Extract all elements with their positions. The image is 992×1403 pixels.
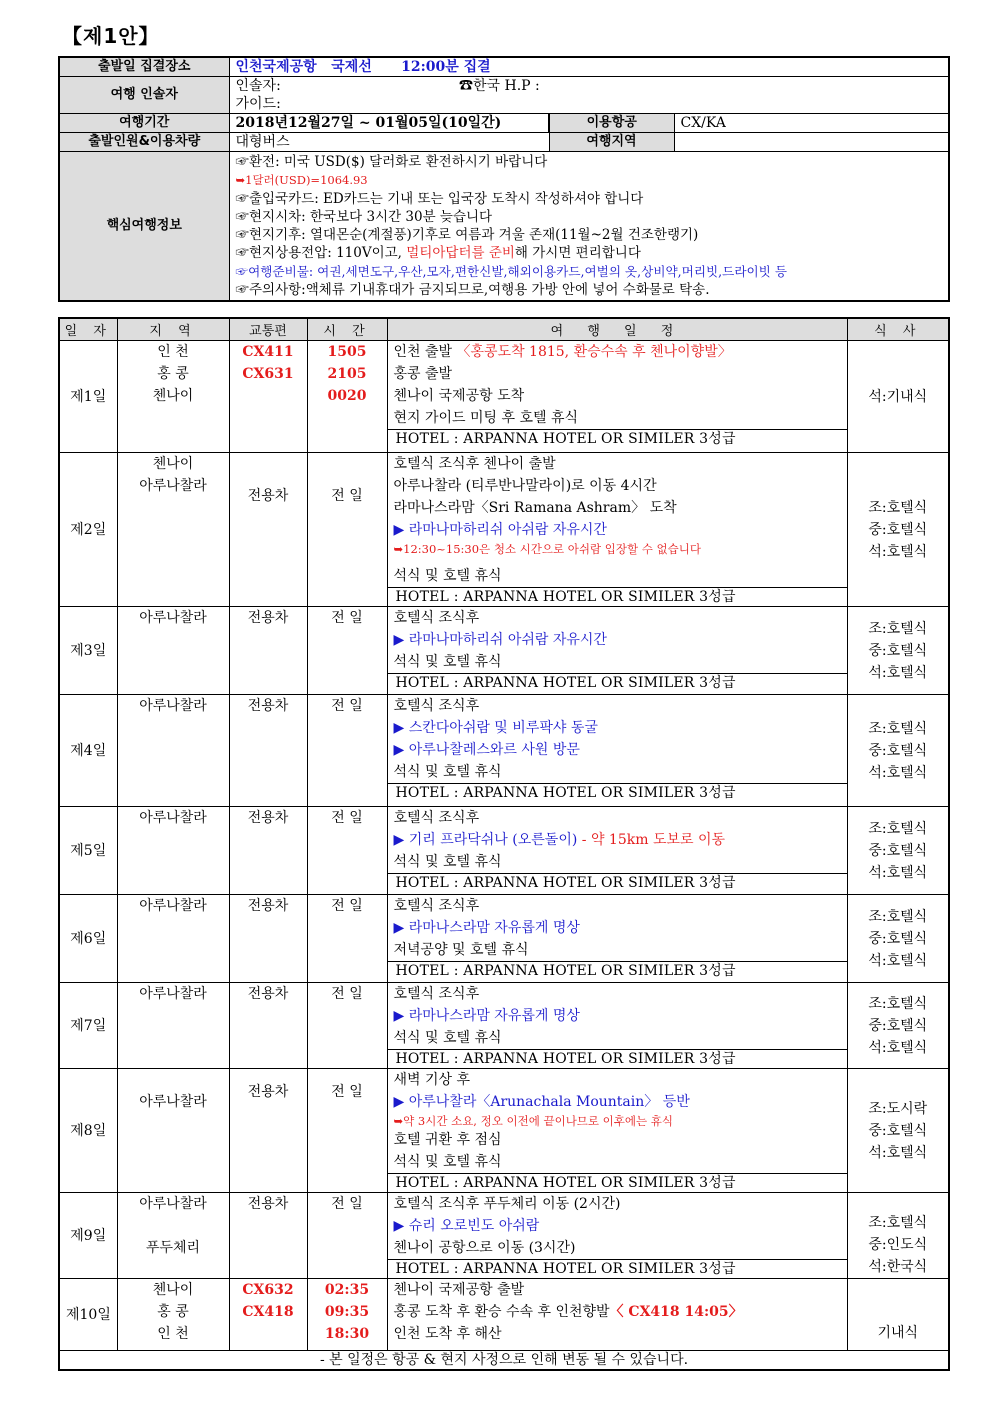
- day-row: [59, 695, 949, 807]
- itinerary-text: ▶ 라마나스라맘 자유롭게 명상: [393, 920, 580, 936]
- itinerary-text: 홍콩 출발: [393, 366, 453, 382]
- transport-cell: [229, 453, 307, 607]
- itinerary-items: [394, 341, 841, 429]
- transport-name: 전용차: [247, 488, 289, 504]
- time-value: 09:35: [324, 1304, 370, 1320]
- itinerary-text: ▶ 아루나찰레스와르 사원 방문: [393, 742, 580, 758]
- day-cell: 제10일: [59, 1279, 117, 1351]
- meals-cell: [847, 983, 949, 1069]
- meal-item: 조:호텔식: [868, 1215, 928, 1231]
- time-value: 1505: [327, 344, 367, 360]
- region-name: 첸나이: [152, 1282, 194, 1298]
- transport-name: CX418: [242, 1304, 294, 1320]
- transport-cell: [229, 1193, 307, 1279]
- itinerary-items: [394, 453, 841, 587]
- itinerary-cell: [387, 1279, 847, 1351]
- region-name: 아루나찰라: [139, 986, 207, 1002]
- itinerary-line: [394, 807, 841, 829]
- transport-name: 전용차: [247, 1196, 289, 1212]
- transport-name: 전용차: [247, 986, 289, 1002]
- itinerary-items: [394, 1069, 841, 1173]
- meal-item: 조:호텔식: [868, 720, 928, 737]
- itinerary-line: [394, 1151, 841, 1173]
- itinerary-items: [394, 607, 841, 673]
- region-name: 아루나찰라: [139, 1196, 207, 1212]
- itinerary-text: 저녁공양 및 호텔 휴식: [393, 942, 529, 958]
- itinerary-line: [394, 761, 841, 783]
- key-line-voltage: [236, 244, 943, 262]
- itinerary-text: 호텔 귀환 후 점심: [393, 1132, 502, 1148]
- meal-item: 조:호텔식: [868, 995, 928, 1012]
- itinerary-footer-note: - 본 일정은 항공 & 현지 사정으로 인해 변동 될 수 있습니다.: [59, 1351, 949, 1371]
- itinerary-text: 호텔식 조식후: [393, 610, 480, 626]
- day-cell: 제6일: [59, 895, 117, 983]
- region-name: 아루나찰라: [139, 478, 207, 494]
- itinerary-line: [394, 1129, 841, 1151]
- itinerary-line: [394, 1301, 841, 1323]
- time-cell: [307, 895, 387, 983]
- period-value: 2018년12월27일 ~ 01월05일(10일간): [229, 114, 549, 133]
- itinerary-line: [394, 541, 841, 557]
- depart-value: 인천국제공항 국제선 12:00분 집결: [229, 57, 949, 77]
- key-line-card: ☞출입국카드: ED카드는 기내 또는 입국장 도착시 작성하셔야 합니다: [235, 190, 644, 207]
- meals-cell: [847, 341, 949, 453]
- time-cell: [307, 341, 387, 453]
- itinerary-line: [394, 983, 841, 1005]
- itinerary-text: 호텔식 조식후: [393, 810, 480, 826]
- itinerary-line: [394, 1279, 841, 1301]
- itinerary-line: [394, 497, 841, 519]
- hotel-line: HOTEL : ARPANNA HOTEL OR SIMILER 3성급: [388, 1259, 847, 1278]
- itinerary-text: 호텔식 조식후: [393, 898, 480, 914]
- day-row: [59, 983, 949, 1069]
- itinerary-text: 새벽 기상 후: [393, 1072, 471, 1088]
- transport-cell: [229, 895, 307, 983]
- transport-cell: [229, 1279, 307, 1351]
- itinerary-text: 석식 및 호텔 휴식: [393, 854, 502, 870]
- day-row: [59, 607, 949, 695]
- adapter-text: 멀티아답터를 준비: [406, 245, 515, 262]
- meals-cell: [847, 607, 949, 695]
- region-label: 여행지역: [549, 133, 674, 152]
- leader-line2: 가이드:: [229, 95, 949, 114]
- meals-cell: [847, 807, 949, 895]
- meal-item: 석:호텔식: [868, 543, 928, 560]
- region-name: 인 천: [157, 1326, 189, 1342]
- day-row: [59, 1279, 949, 1351]
- meal-item: 석:호텔식: [868, 864, 928, 881]
- meal-item: 석:기내식: [868, 388, 928, 405]
- meal-item: 중:호텔식: [868, 642, 928, 659]
- itinerary-text: 인천 도착 후 해산: [393, 1326, 502, 1342]
- itinerary-text: 호텔식 조식후 첸나이 출발: [393, 456, 556, 472]
- day-cell: 제7일: [59, 983, 117, 1069]
- trip-info-table: [58, 56, 950, 302]
- itinerary-items: [394, 895, 841, 961]
- region-cell: [117, 983, 229, 1069]
- leader-line1: 인솔자:: [235, 78, 281, 94]
- region-cell: [117, 341, 229, 453]
- voltage-end-text: 해 가시면 편리합니다: [514, 245, 641, 262]
- region-cell: [117, 453, 229, 607]
- key-line-rate: ➥1달러(USD)=1064.93: [235, 173, 368, 188]
- region-name: 아루나찰라: [139, 810, 207, 826]
- itinerary-cell: [387, 1069, 847, 1193]
- itinerary-items: [394, 983, 841, 1049]
- meal-item: 기내식: [877, 1325, 919, 1341]
- day-cell: 제4일: [59, 695, 117, 807]
- itinerary-cell: [387, 695, 847, 807]
- meal-item: 중:인도식: [868, 1237, 928, 1253]
- itinerary-line: [394, 629, 841, 651]
- airline-value: CX/KA: [674, 114, 949, 133]
- header-time: 시 간: [307, 318, 387, 341]
- itinerary-line: [394, 565, 841, 587]
- transport-name: 전용차: [247, 810, 289, 826]
- itinerary-items: [394, 1279, 841, 1345]
- transport-cell: [229, 341, 307, 453]
- itinerary-text: - 약 15km 도보로 이동: [581, 832, 726, 848]
- itinerary-table: [58, 317, 950, 1371]
- people-value: 대형버스: [229, 133, 549, 152]
- meal-item: 중:호텔식: [868, 521, 928, 538]
- itinerary-text: 석식 및 호텔 휴식: [393, 1030, 502, 1046]
- header-itinerary: 여 행 일 정: [387, 318, 847, 341]
- time-value: 0020: [327, 388, 367, 404]
- region-cell: [117, 1069, 229, 1193]
- itinerary-line: [394, 739, 841, 761]
- day-row: [59, 807, 949, 895]
- hotel-line: HOTEL : ARPANNA HOTEL OR SIMILER 3성급: [388, 1173, 847, 1192]
- itinerary-line: [394, 1069, 841, 1091]
- time-cell: [307, 1193, 387, 1279]
- meal-item: 석:호텔식: [868, 664, 928, 681]
- meal-item: 석:호텔식: [868, 1039, 928, 1056]
- meals-cell: [847, 1279, 949, 1351]
- region-name: 아루나찰라: [139, 698, 207, 714]
- region-cell: [117, 1279, 229, 1351]
- region-name: 홍 콩: [157, 366, 189, 382]
- meal-item: 조:호텔식: [868, 620, 928, 637]
- itinerary-text: 첸나이 공항으로 이동 (3시간): [393, 1240, 576, 1256]
- time-value: 전 일: [331, 898, 363, 914]
- itinerary-text: 석식 및 호텔 휴식: [393, 764, 502, 780]
- itinerary-text: 현지 가이드 미팅 후 호텔 휴식: [393, 410, 579, 426]
- day-row: [59, 453, 949, 607]
- meal-item: 석:호텔식: [868, 764, 928, 781]
- transport-name: 전용차: [247, 698, 289, 714]
- time-cell: [307, 607, 387, 695]
- itinerary-text: ➥12:30~15:30은 청소 시간으로 아쉬람 입장할 수 없습니다: [393, 542, 701, 556]
- key-line-timezone: ☞현지시차: 한국보다 3시간 30분 늦습니다: [235, 208, 493, 225]
- time-value: 전 일: [331, 488, 363, 504]
- itinerary-items: [394, 807, 841, 873]
- region-cell: [117, 607, 229, 695]
- key-line-packing: ☞여행준비물: 여권,세면도구,우산,모자,편한신발,해외이용카드,여벌의 옷,상비약,머리빗,드라이빗 등: [235, 263, 787, 279]
- itinerary-cell: [387, 1193, 847, 1279]
- itinerary-line: [394, 829, 841, 851]
- time-value: 전 일: [331, 986, 363, 1002]
- meal-item: 중:호텔식: [868, 742, 928, 759]
- region-name: 아루나찰라: [139, 1094, 207, 1110]
- itinerary-text: 첸나이 국제공항 출발: [393, 1282, 525, 1298]
- plan-title: 【제1안】: [62, 24, 160, 48]
- meal-item: 조:호텔식: [868, 820, 928, 837]
- meal-item: 중:호텔식: [868, 842, 928, 859]
- header-transport: 교통편: [229, 318, 307, 341]
- itinerary-text: 석식 및 호텔 휴식: [393, 1154, 502, 1170]
- itinerary-text: ▶ 스칸다아쉬람 및 비루팍샤 동굴: [393, 720, 598, 736]
- hotel-line: HOTEL : ARPANNA HOTEL OR SIMILER 3성급: [388, 873, 847, 892]
- meal-item: 조:도시락: [868, 1100, 928, 1117]
- region-name: 아루나찰라: [139, 898, 207, 914]
- time-value: 02:35: [324, 1282, 370, 1298]
- transport-cell: [229, 807, 307, 895]
- itinerary-text: 첸나이 국제공항 도착: [393, 388, 525, 404]
- transport-cell: [229, 607, 307, 695]
- time-cell: [307, 453, 387, 607]
- itinerary-line: [394, 1005, 841, 1027]
- itinerary-text: 호텔식 조식후 푸두체리 이동 (2시간): [393, 1196, 621, 1212]
- day-row: [59, 1069, 949, 1193]
- day-cell: 제3일: [59, 607, 117, 695]
- meal-item: 석:호텔식: [868, 1144, 928, 1161]
- transport-name: CX411: [242, 344, 294, 360]
- itinerary-line: [394, 1113, 841, 1129]
- transport-name: CX631: [242, 366, 294, 382]
- itinerary-line: [394, 651, 841, 673]
- day-cell: 제1일: [59, 341, 117, 453]
- itinerary-line: [394, 917, 841, 939]
- itinerary-line: [394, 1215, 841, 1237]
- itinerary-line: [394, 939, 841, 961]
- itinerary-items: [394, 695, 841, 783]
- itinerary-text: 라마나스라맘〈Sri Ramana Ashram〉 도착: [393, 500, 677, 516]
- itinerary-text: 〈 CX418 14:05〉: [609, 1304, 743, 1320]
- itinerary-line: [394, 695, 841, 717]
- time-cell: [307, 807, 387, 895]
- airline-label: 이용항공: [549, 114, 674, 133]
- hotel-line: HOTEL : ARPANNA HOTEL OR SIMILER 3성급: [388, 1049, 847, 1068]
- transport-name: CX632: [242, 1282, 294, 1298]
- itinerary-line: [394, 519, 841, 541]
- itinerary-text: 석식 및 호텔 휴식: [393, 568, 502, 584]
- time-cell: [307, 695, 387, 807]
- itinerary-cell: [387, 453, 847, 607]
- itinerary-text: 인천 출발: [393, 344, 457, 360]
- header-meals: 식 사: [847, 318, 949, 341]
- itinerary-line: [394, 341, 841, 363]
- leader-phone: ☎한국 H.P :: [459, 78, 540, 94]
- transport-cell: [229, 695, 307, 807]
- transport-cell: [229, 983, 307, 1069]
- itinerary-cell: [387, 807, 847, 895]
- itinerary-text: 아루나찰라 (티루반나말라이)로 이동 4시간: [393, 478, 657, 494]
- region-name: 아루나찰라: [139, 610, 207, 626]
- transport-name: 전용차: [247, 1084, 289, 1100]
- header-region: 지 역: [117, 318, 229, 341]
- meals-cell: [847, 1069, 949, 1193]
- itinerary-cell: [387, 983, 847, 1069]
- key-info-label: 핵심여행정보: [59, 152, 229, 302]
- header-day: 일 자: [59, 318, 117, 341]
- meal-item: 중:호텔식: [868, 1122, 928, 1139]
- day-cell: 제2일: [59, 453, 117, 607]
- time-value: 전 일: [331, 810, 363, 826]
- region-value: [674, 133, 949, 152]
- itinerary-text: ▶ 라마나마하리쉬 아쉬람 자유시간: [393, 522, 607, 538]
- itinerary-line: [394, 1193, 841, 1215]
- day-cell: 제8일: [59, 1069, 117, 1193]
- period-label: 여행기간: [59, 114, 229, 133]
- time-value: 전 일: [331, 1084, 363, 1100]
- hotel-line: HOTEL : ARPANNA HOTEL OR SIMILER 3성급: [388, 587, 847, 606]
- region-cell: [117, 895, 229, 983]
- day-row: [59, 1193, 949, 1279]
- itinerary-line: [394, 407, 841, 429]
- region-name: 홍 콩: [157, 1304, 189, 1320]
- key-line-exchange: ☞환전: 미국 USD($) 달러화로 환전하시기 바랍니다: [235, 154, 548, 170]
- region-cell: [117, 695, 229, 807]
- day-cell: 제9일: [59, 1193, 117, 1279]
- key-line-caution: ☞주의사항:액체류 기내휴대가 금지되므로,여행용 가방 안에 넣어 수화물로 탁송.: [235, 282, 710, 299]
- itinerary-line: [394, 385, 841, 407]
- transport-name: 전용차: [247, 610, 289, 626]
- itinerary-line: [394, 607, 841, 629]
- voltage-text: ☞현지상용전압: 110V이고,: [235, 245, 407, 262]
- itinerary-items: [394, 1193, 841, 1259]
- itinerary-text: 호텔식 조식후: [393, 986, 480, 1002]
- meals-cell: [847, 895, 949, 983]
- itinerary-line: [394, 453, 841, 475]
- day-row: [59, 895, 949, 983]
- itinerary-line: [394, 475, 841, 497]
- itinerary-text: 호텔식 조식후: [393, 698, 480, 714]
- itinerary-cell: [387, 895, 847, 983]
- meals-cell: [847, 695, 949, 807]
- itinerary-line: [394, 1027, 841, 1049]
- region-name: 첸나이: [152, 456, 194, 472]
- transport-name: 전용차: [247, 898, 289, 914]
- itinerary-text: ▶ 기리 프라닥쉬나 (오른돌이): [393, 832, 582, 848]
- time-value: 2105: [327, 366, 367, 382]
- time-cell: [307, 1279, 387, 1351]
- key-line-climate: ☞현지기후: 열대몬순(계절풍)기후로 여름과 겨울 존재(11월~2월 건조한랭기): [235, 227, 699, 244]
- time-cell: [307, 983, 387, 1069]
- hotel-line: HOTEL : ARPANNA HOTEL OR SIMILER 3성급: [388, 961, 847, 980]
- depart-label: 출발일 집결장소: [59, 57, 229, 77]
- day-row: [59, 341, 949, 453]
- itinerary-line: [394, 1323, 841, 1345]
- itinerary-cell: [387, 341, 847, 453]
- itinerary-text: 홍콩 도착 후 환승 수속 후 인천향발: [393, 1304, 610, 1320]
- people-label: 출발인원&이용차량: [59, 133, 229, 152]
- region-name: 첸나이: [152, 388, 194, 404]
- meal-item: 조:호텔식: [868, 908, 928, 925]
- time-value: 18:30: [324, 1326, 370, 1342]
- itinerary-text: 석식 및 호텔 휴식: [393, 654, 502, 670]
- meal-item: 석:호텔식: [868, 952, 928, 969]
- region-cell: [117, 1193, 229, 1279]
- itinerary-text: ▶ 아루나찰라〈Arunachala Mountain〉 등반: [393, 1094, 690, 1110]
- hotel-line: HOTEL : ARPANNA HOTEL OR SIMILER 3성급: [388, 673, 847, 692]
- itinerary-text: ▶ 라마나스라맘 자유롭게 명상: [393, 1008, 580, 1024]
- itinerary-line: [394, 895, 841, 917]
- hotel-line: HOTEL : ARPANNA HOTEL OR SIMILER 3성급: [388, 783, 847, 802]
- itinerary-line: [394, 1237, 841, 1259]
- day-cell: 제5일: [59, 807, 117, 895]
- meal-item: 조:호텔식: [868, 499, 928, 516]
- time-cell: [307, 1069, 387, 1193]
- time-value: 전 일: [331, 610, 363, 626]
- itinerary-text: ➥약 3시간 소요, 정오 이전에 끝이나므로 이후에는 휴식: [393, 1114, 673, 1128]
- itinerary-cell: [387, 607, 847, 695]
- leader-label: 여행 인솔자: [59, 77, 229, 114]
- itinerary-line: [394, 851, 841, 873]
- itinerary-text: ▶ 라마나마하리쉬 아쉬람 자유시간: [393, 632, 607, 648]
- meal-item: 중:호텔식: [868, 1017, 928, 1034]
- itinerary-text: 〈홍콩도착 1815, 환승수속 후 첸나이향발〉: [456, 344, 732, 360]
- region-cell: [117, 807, 229, 895]
- time-value: 전 일: [331, 698, 363, 714]
- itinerary-line: [394, 363, 841, 385]
- hotel-line: HOTEL : ARPANNA HOTEL OR SIMILER 3성급: [388, 429, 847, 448]
- itinerary-line: [394, 1091, 841, 1113]
- region-name: 푸두체리: [145, 1240, 201, 1256]
- itinerary-text: ▶ 슈리 오로빈도 아쉬람: [393, 1218, 540, 1234]
- meals-cell: [847, 1193, 949, 1279]
- meal-item: 중:호텔식: [868, 930, 928, 947]
- time-value: 전 일: [331, 1196, 363, 1212]
- meals-cell: [847, 453, 949, 607]
- meal-item: 석:한국식: [868, 1259, 928, 1275]
- transport-cell: [229, 1069, 307, 1193]
- itinerary-line: [394, 717, 841, 739]
- region-name: 인 천: [157, 344, 189, 360]
